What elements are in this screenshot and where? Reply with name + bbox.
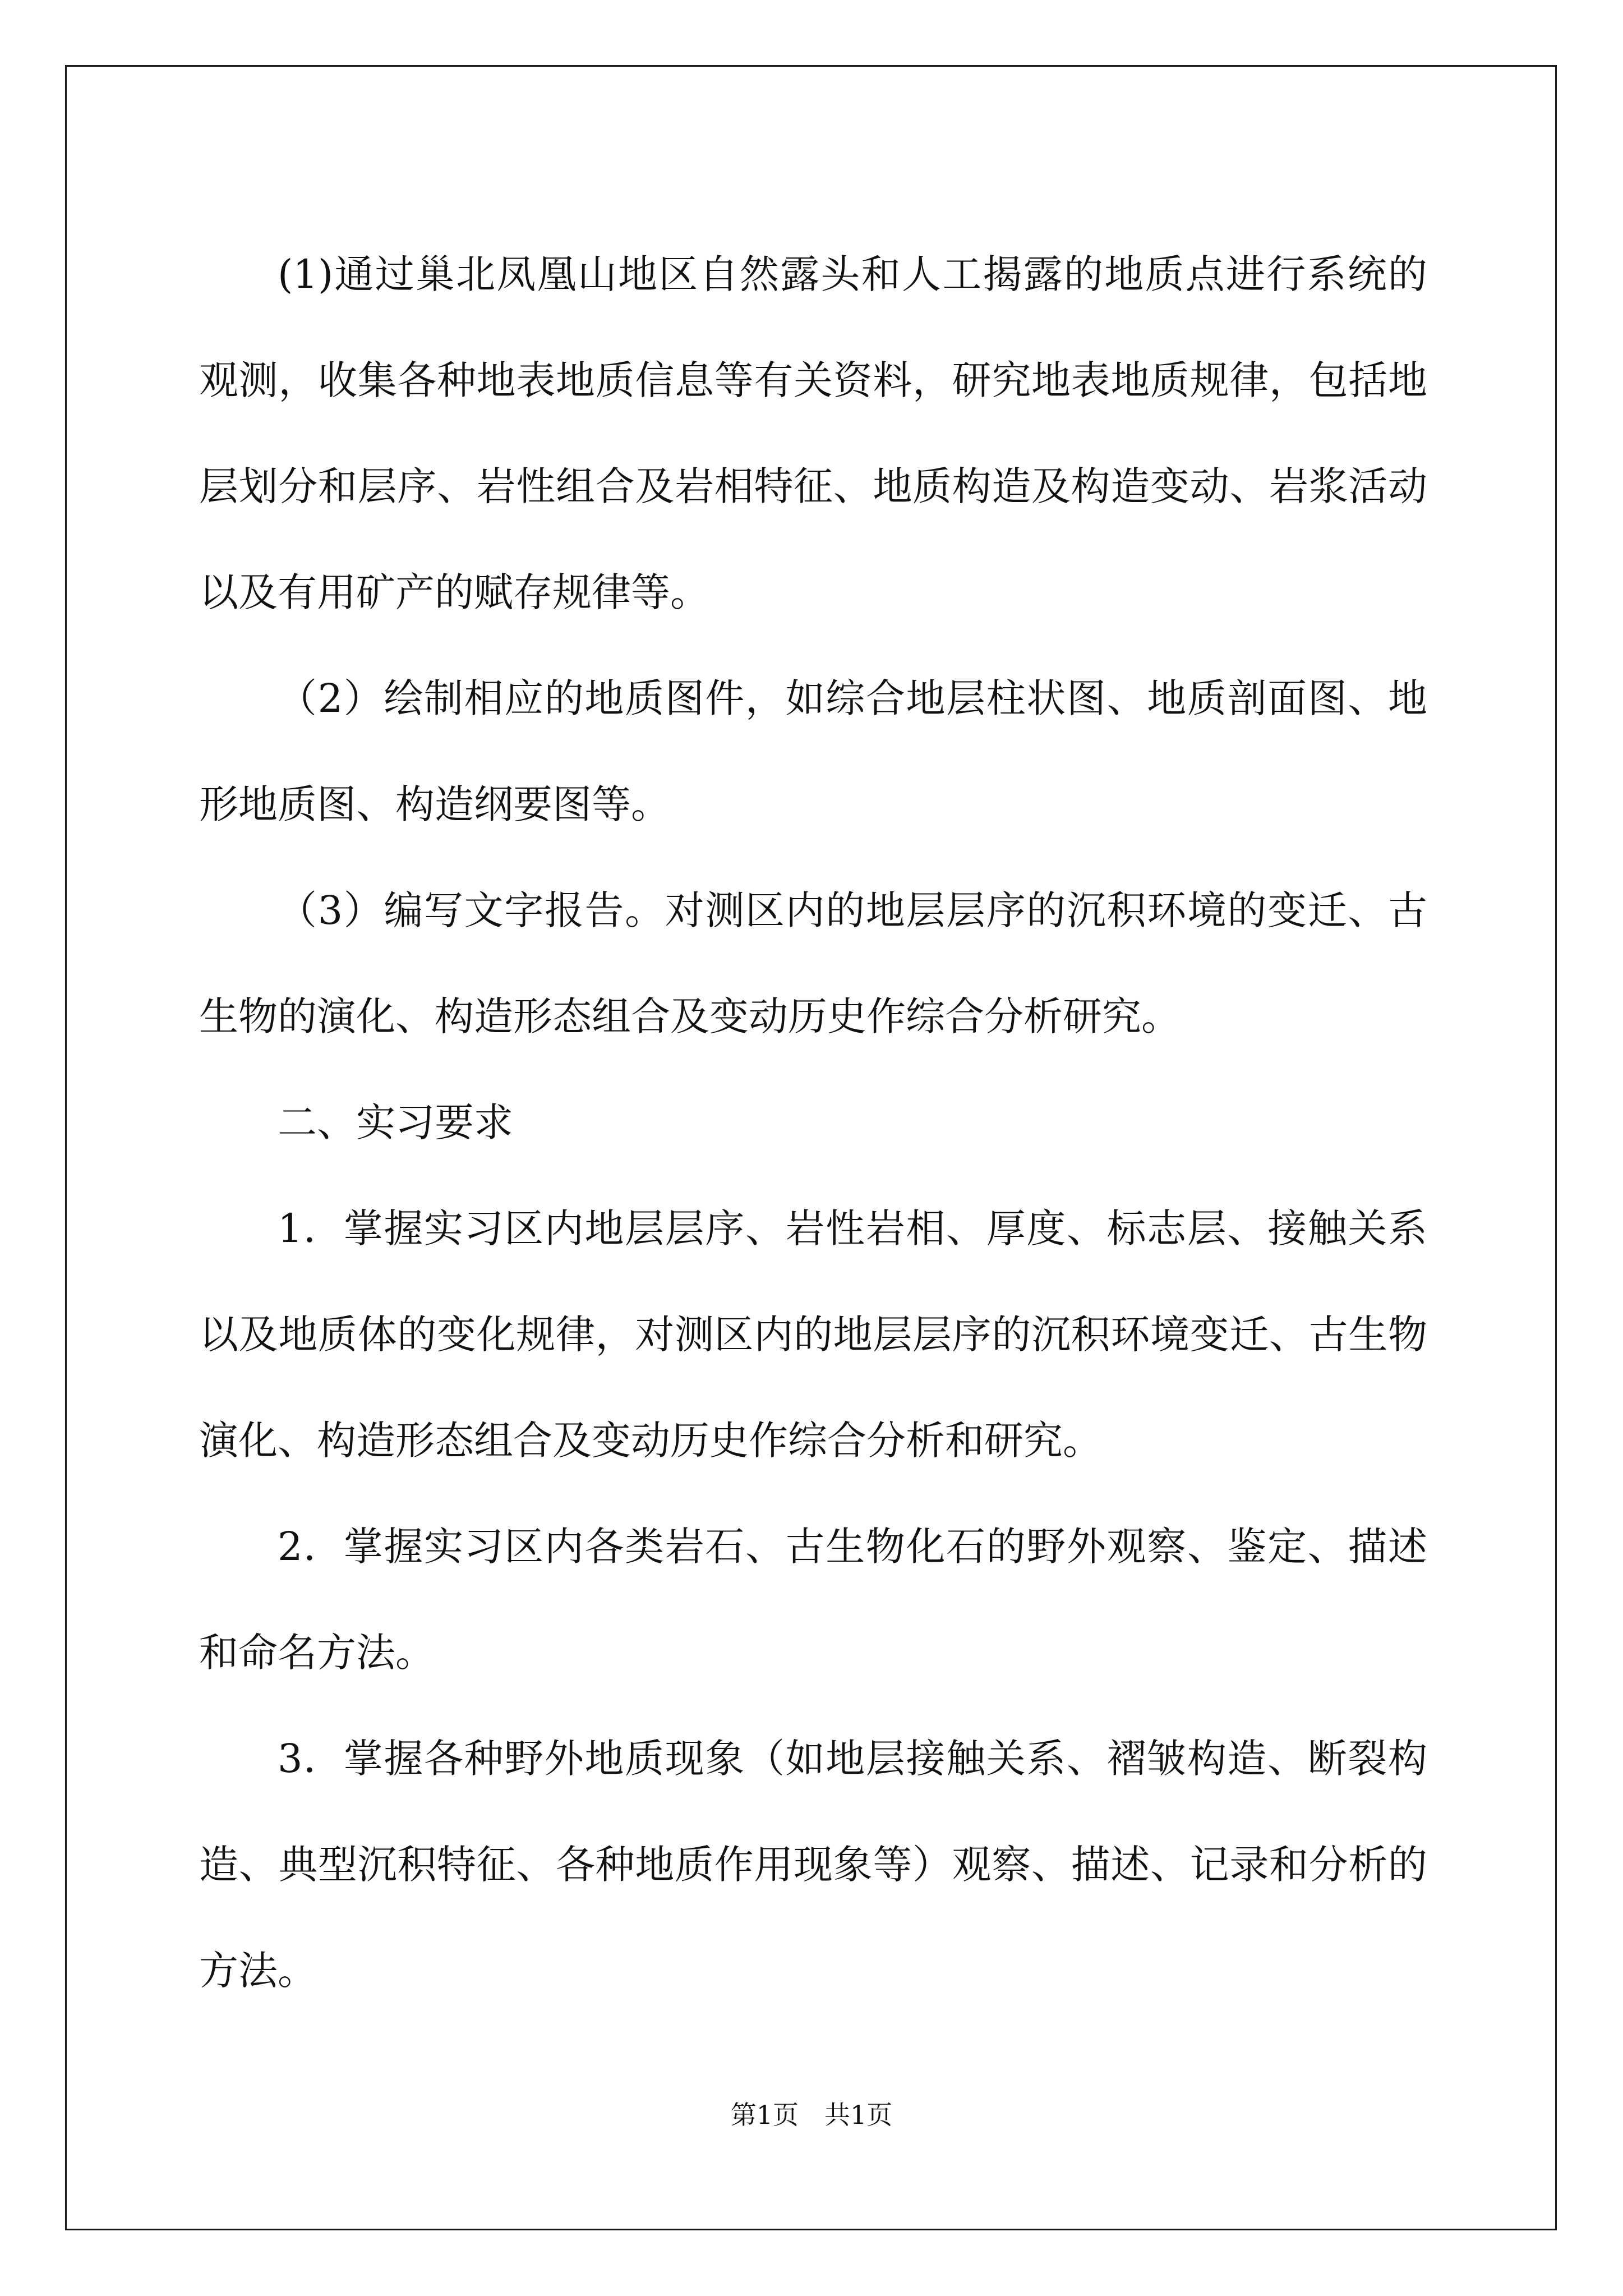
page-number-footer: 第1页 共1页 xyxy=(730,2100,893,2130)
paragraph-requirement-1: 1．掌握实习区内地层层序、岩性岩相、厚度、标志层、接触关系以及地质体的变化规律，对测区内的地层层序的沉积环境变迁、古生物演化、构造形态组合及变动历史作综合分析和研究。 xyxy=(199,1205,1427,1464)
paragraph-objective-3: （3）编写文字报告。对测区内的地层层序的沉积环境的变迁、古生物的演化、构造形态组合及变动历史作综合分析研究。 xyxy=(199,887,1427,1039)
document-body xyxy=(199,222,1427,2024)
paragraph-requirement-2: 2．掌握实习区内各类岩石、古生物化石的野外观察、鉴定、描述和命名方法。 xyxy=(199,1524,1427,1676)
paragraph-requirement-3: 3．掌握各种野外地质现象（如地层接触关系、褶皱构造、断裂构造、典型沉积特征、各种地质作用现象等）观察、描述、记录和分析的方法。 xyxy=(199,1736,1427,1994)
paragraph-objective-2: （2）绘制相应的地质图件，如综合地层柱状图、地质剖面图、地形地质图、构造纲要图等。 xyxy=(199,675,1427,827)
section-heading-requirements: 二、实习要求 xyxy=(278,1099,513,1145)
paragraph-objective-1: (1)通过巢北凤凰山地区自然露头和人工揭露的地质点进行系统的观测，收集各种地表地质信息等有关资料，研究地表地质规律，包括地层划分和层序、岩性组合及岩相特征、地质构造及构造变动、岩浆活动以及有用矿产的赋存规律等。 xyxy=(199,251,1427,615)
